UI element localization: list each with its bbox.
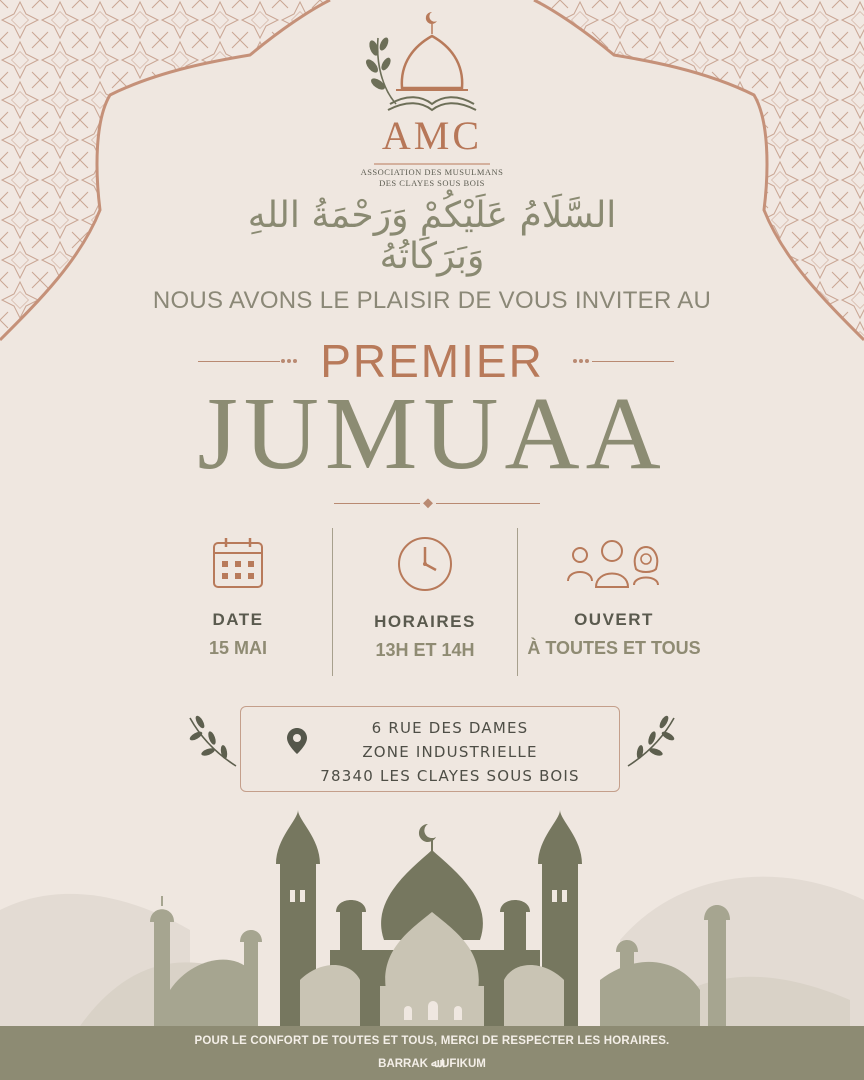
address-line2: ZONE INDUSTRIELLE xyxy=(362,743,538,761)
divider-left xyxy=(334,503,420,504)
people-icon xyxy=(566,535,662,591)
clock-icon xyxy=(396,535,454,593)
ouvert-value: À TOUTES ET TOUS xyxy=(527,638,701,658)
column-separator-2 xyxy=(517,528,518,676)
ouvert-label: OUVERT xyxy=(574,610,654,629)
logo-subtitle-line2: DES CLAYES SOUS BOIS xyxy=(379,178,485,188)
logo-subtitle xyxy=(352,167,512,189)
laurel-right-icon xyxy=(624,712,678,772)
address-line3: 78340 LES CLAYES SOUS BOIS xyxy=(320,767,580,785)
footer-blessing: BARRAK ﷲ UFIKUM xyxy=(378,1058,486,1070)
detail-ouvert xyxy=(520,535,708,659)
mosque-silhouette-illustration xyxy=(0,800,864,1026)
logo-name: AMC xyxy=(381,113,483,158)
date-label: DATE xyxy=(212,610,264,629)
address-line1: 6 RUE DES DAMES xyxy=(371,719,529,737)
detail-horaires xyxy=(333,535,517,661)
title-premier: PREMIER xyxy=(320,335,544,387)
date-value: 15 MAI xyxy=(208,638,268,658)
divider-right xyxy=(436,503,540,504)
calendar-icon xyxy=(210,535,266,591)
divider-diamond xyxy=(422,498,434,510)
address-text xyxy=(300,716,600,788)
detail-date xyxy=(146,535,330,659)
horaires-label: HORAIRES xyxy=(374,612,476,631)
footer-notice: POUR LE CONFORT DE TOUTES ET TOUS, MERCI DE RESPECTER LES HORAIRES. xyxy=(194,1035,670,1047)
intro-text: NOUS AVONS LE PLAISIR DE VOUS INVITER AU xyxy=(152,287,712,314)
laurel-left-icon xyxy=(186,712,240,772)
arabic-greeting: السَّلَامُ عَلَيْكُمْ وَرَحْمَةُ اللهِ وَبَرَكَاتُهُ xyxy=(247,195,617,277)
horaires-value: 13H ET 14H xyxy=(375,640,475,660)
title-jumuaa: JUMUAA xyxy=(197,376,667,491)
logo-subtitle-line1: ASSOCIATION DES MUSULMANS xyxy=(360,167,504,177)
